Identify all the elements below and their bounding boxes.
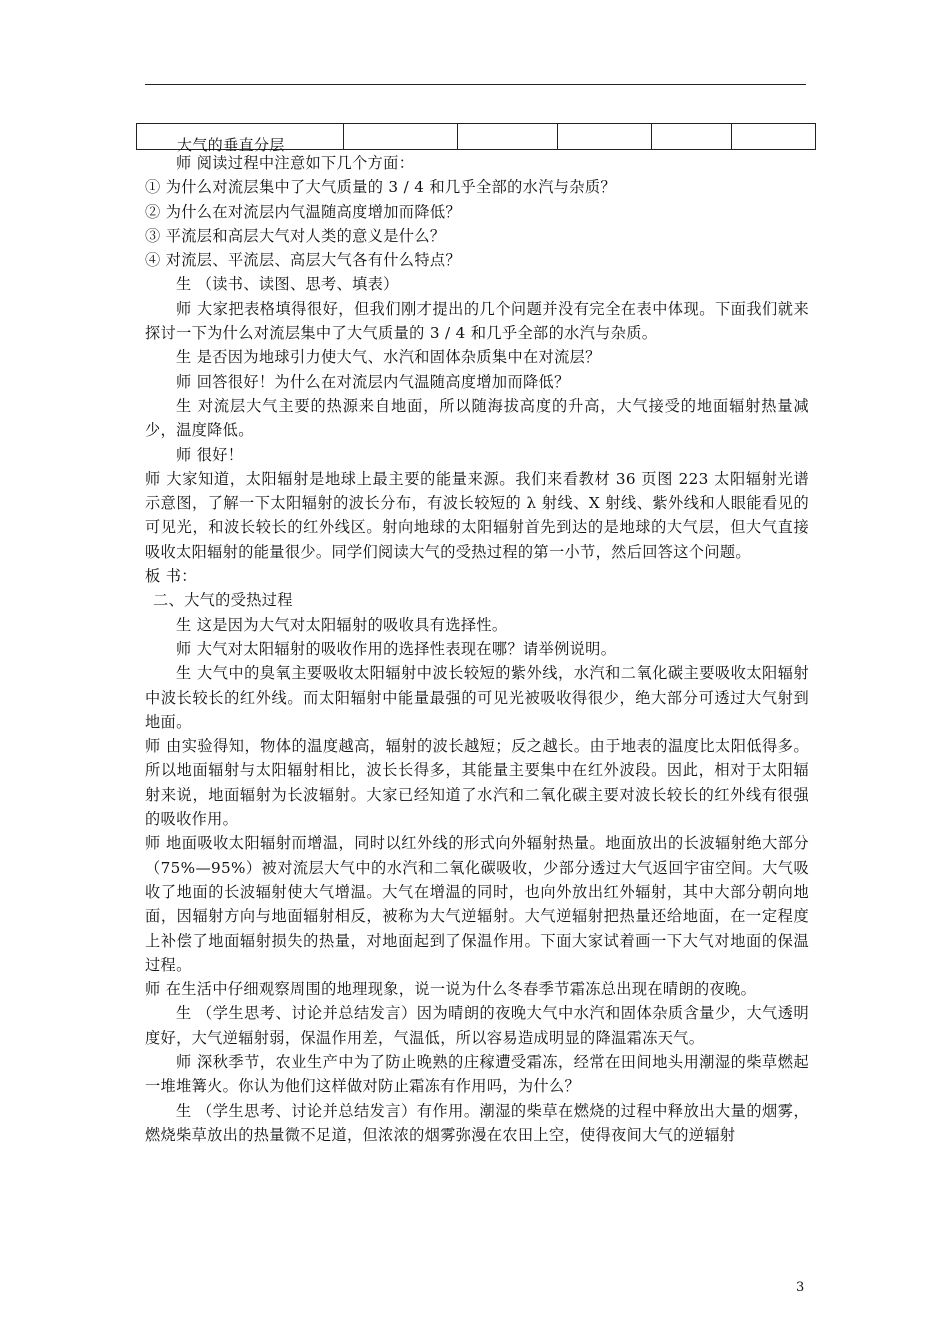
document-body [145, 151, 809, 1147]
paragraph: 生 对流层大气主要的热源来自地面，所以随海拔高度的升高，大气接受的地面辐射热量减少，温度降低。 [145, 396, 809, 440]
table-cell [732, 124, 816, 150]
paragraph: ① 为什么对流层集中了大气质量的 3 / 4 和几乎全部的水汽与杂质？ [145, 178, 616, 197]
paragraph: 生 是否因为地球引力使大气、水汽和固体杂质集中在对流层？ [176, 348, 601, 367]
table-caption: 大气的垂直分层 [177, 136, 285, 154]
table-cell [344, 124, 458, 150]
paragraph: 生 这是因为大气对太阳辐射的吸收具有选择性。 [176, 615, 508, 634]
page-number: 3 [796, 1280, 805, 1295]
paragraph: 二、大气的受热过程 [153, 591, 293, 610]
paragraph: 师 大气对太阳辐射的吸收作用的选择性表现在哪？请举例说明。 [176, 639, 617, 658]
header-rule [145, 84, 806, 85]
paragraph: 师 大家知道，太阳辐射是地球上最主要的能量来源。我们来看教材 36 页图 223 太阳辐射光谱示意图，了解一下太阳辐射的波长分布，有波长较短的 λ 射线、X 射线、紫外线和人眼能看见的可见光，和波长较长的红外线区。射向地球的太阳辐射首先到达的是地球的大气层，但大气直接吸收太阳辐射的能量很少。同学们阅读大气的受热过程的第一小节，然后回答这个问题。 [145, 469, 809, 561]
paragraph: ④ 对流层、平流层、高层大气各有什么特点？ [145, 251, 461, 270]
paragraph: 板 书： [145, 567, 197, 586]
paragraph: 师 在生活中仔细观察周围的地理现象，说一说为什么冬春季节霜冻总出现在晴朗的夜晚。 [145, 980, 757, 999]
paragraph: 师 地面吸收太阳辐射而增温，同时以红外线的形式向外辐射热量。地面放出的长波辐射绝大部分（75%—95%）被对流层大气中的水汽和二氧化碳吸收，少部分透过大气返回宇宙空间。大气吸收了地面的长波辐射使大气增温。大气在增温的同时，也向外放出红外辐射，其中大部分朝向地面，因辐射方向与地面辐射相反，被称为大气逆辐射。大气逆辐射把热量还给地面，在一定程度上补偿了地面辐射损失的热量，对地面起到了保温作用。下面大家试着画一下大气对地面的保温过程。 [145, 834, 809, 974]
paragraph: 师 回答很好！为什么在对流层内气温随高度增加而降低？ [176, 372, 570, 391]
paragraph: 生 （学生思考、讨论并总结发言）有作用。潮湿的柴草在燃烧的过程中释放出大量的烟雾，燃烧柴草放出的热量微不足道，但浓浓的烟雾弥漫在农田上空，使得夜间大气的逆辐射 [145, 1101, 809, 1144]
paragraph: 生 大气中的臭氧主要吸收太阳辐射中波长较短的紫外线，水汽和二氧化碳主要吸收太阳辐射中波长较长的红外线。而太阳辐射中能量最强的可见光被吸收得很少，绝大部分可透过大气射到地面。 [145, 664, 809, 731]
paragraph: 师 大家把表格填得很好，但我们刚才提出的几个问题并没有完全在表中体现。下面我们就来探讨一下为什么对流层集中了大气质量的 3 / 4 和几乎全部的水汽与杂质。 [145, 299, 809, 343]
paragraph: 师 深秋季节，农业生产中为了防止晚熟的庄稼遭受霜冻，经常在田间地头用潮湿的柴草燃起一堆堆篝火。你认为他们这样做对防止霜冻有作用吗，为什么？ [145, 1052, 809, 1096]
paragraph: ② 为什么在对流层内气温随高度增加而降低？ [145, 202, 461, 221]
table-cell [652, 124, 732, 150]
paragraph: 生 （读书、读图、思考、填表） [176, 275, 399, 294]
table-cell [458, 124, 558, 150]
paragraph: 师 阅读过程中注意如下几个方面： [176, 154, 415, 172]
paragraph: 师 由实验得知，物体的温度越高，辐射的波长越短；反之越长。由于地表的温度比太阳低得多。所以地面辐射与太阳辐射相比，波长长得多，其能量主要集中在红外波段。因此，相对于太阳辐射来说，地面辐射为长波辐射。大家已经知道了水汽和二氧化碳主要对波长较长的红外线有很强的吸收作用。 [145, 737, 809, 829]
paragraph: 师 很好！ [176, 445, 244, 464]
table-cell [558, 124, 652, 150]
paragraph: ③ 平流层和高层大气对人类的意义是什么？ [145, 226, 446, 245]
paragraph: 生 （学生思考、讨论并总结发言）因为晴朗的夜晚大气中水汽和固体杂质含量少，大气透明度好，大气逆辐射弱，保温作用差，气温低，所以容易造成明显的降温霜冻天气。 [145, 1004, 809, 1047]
